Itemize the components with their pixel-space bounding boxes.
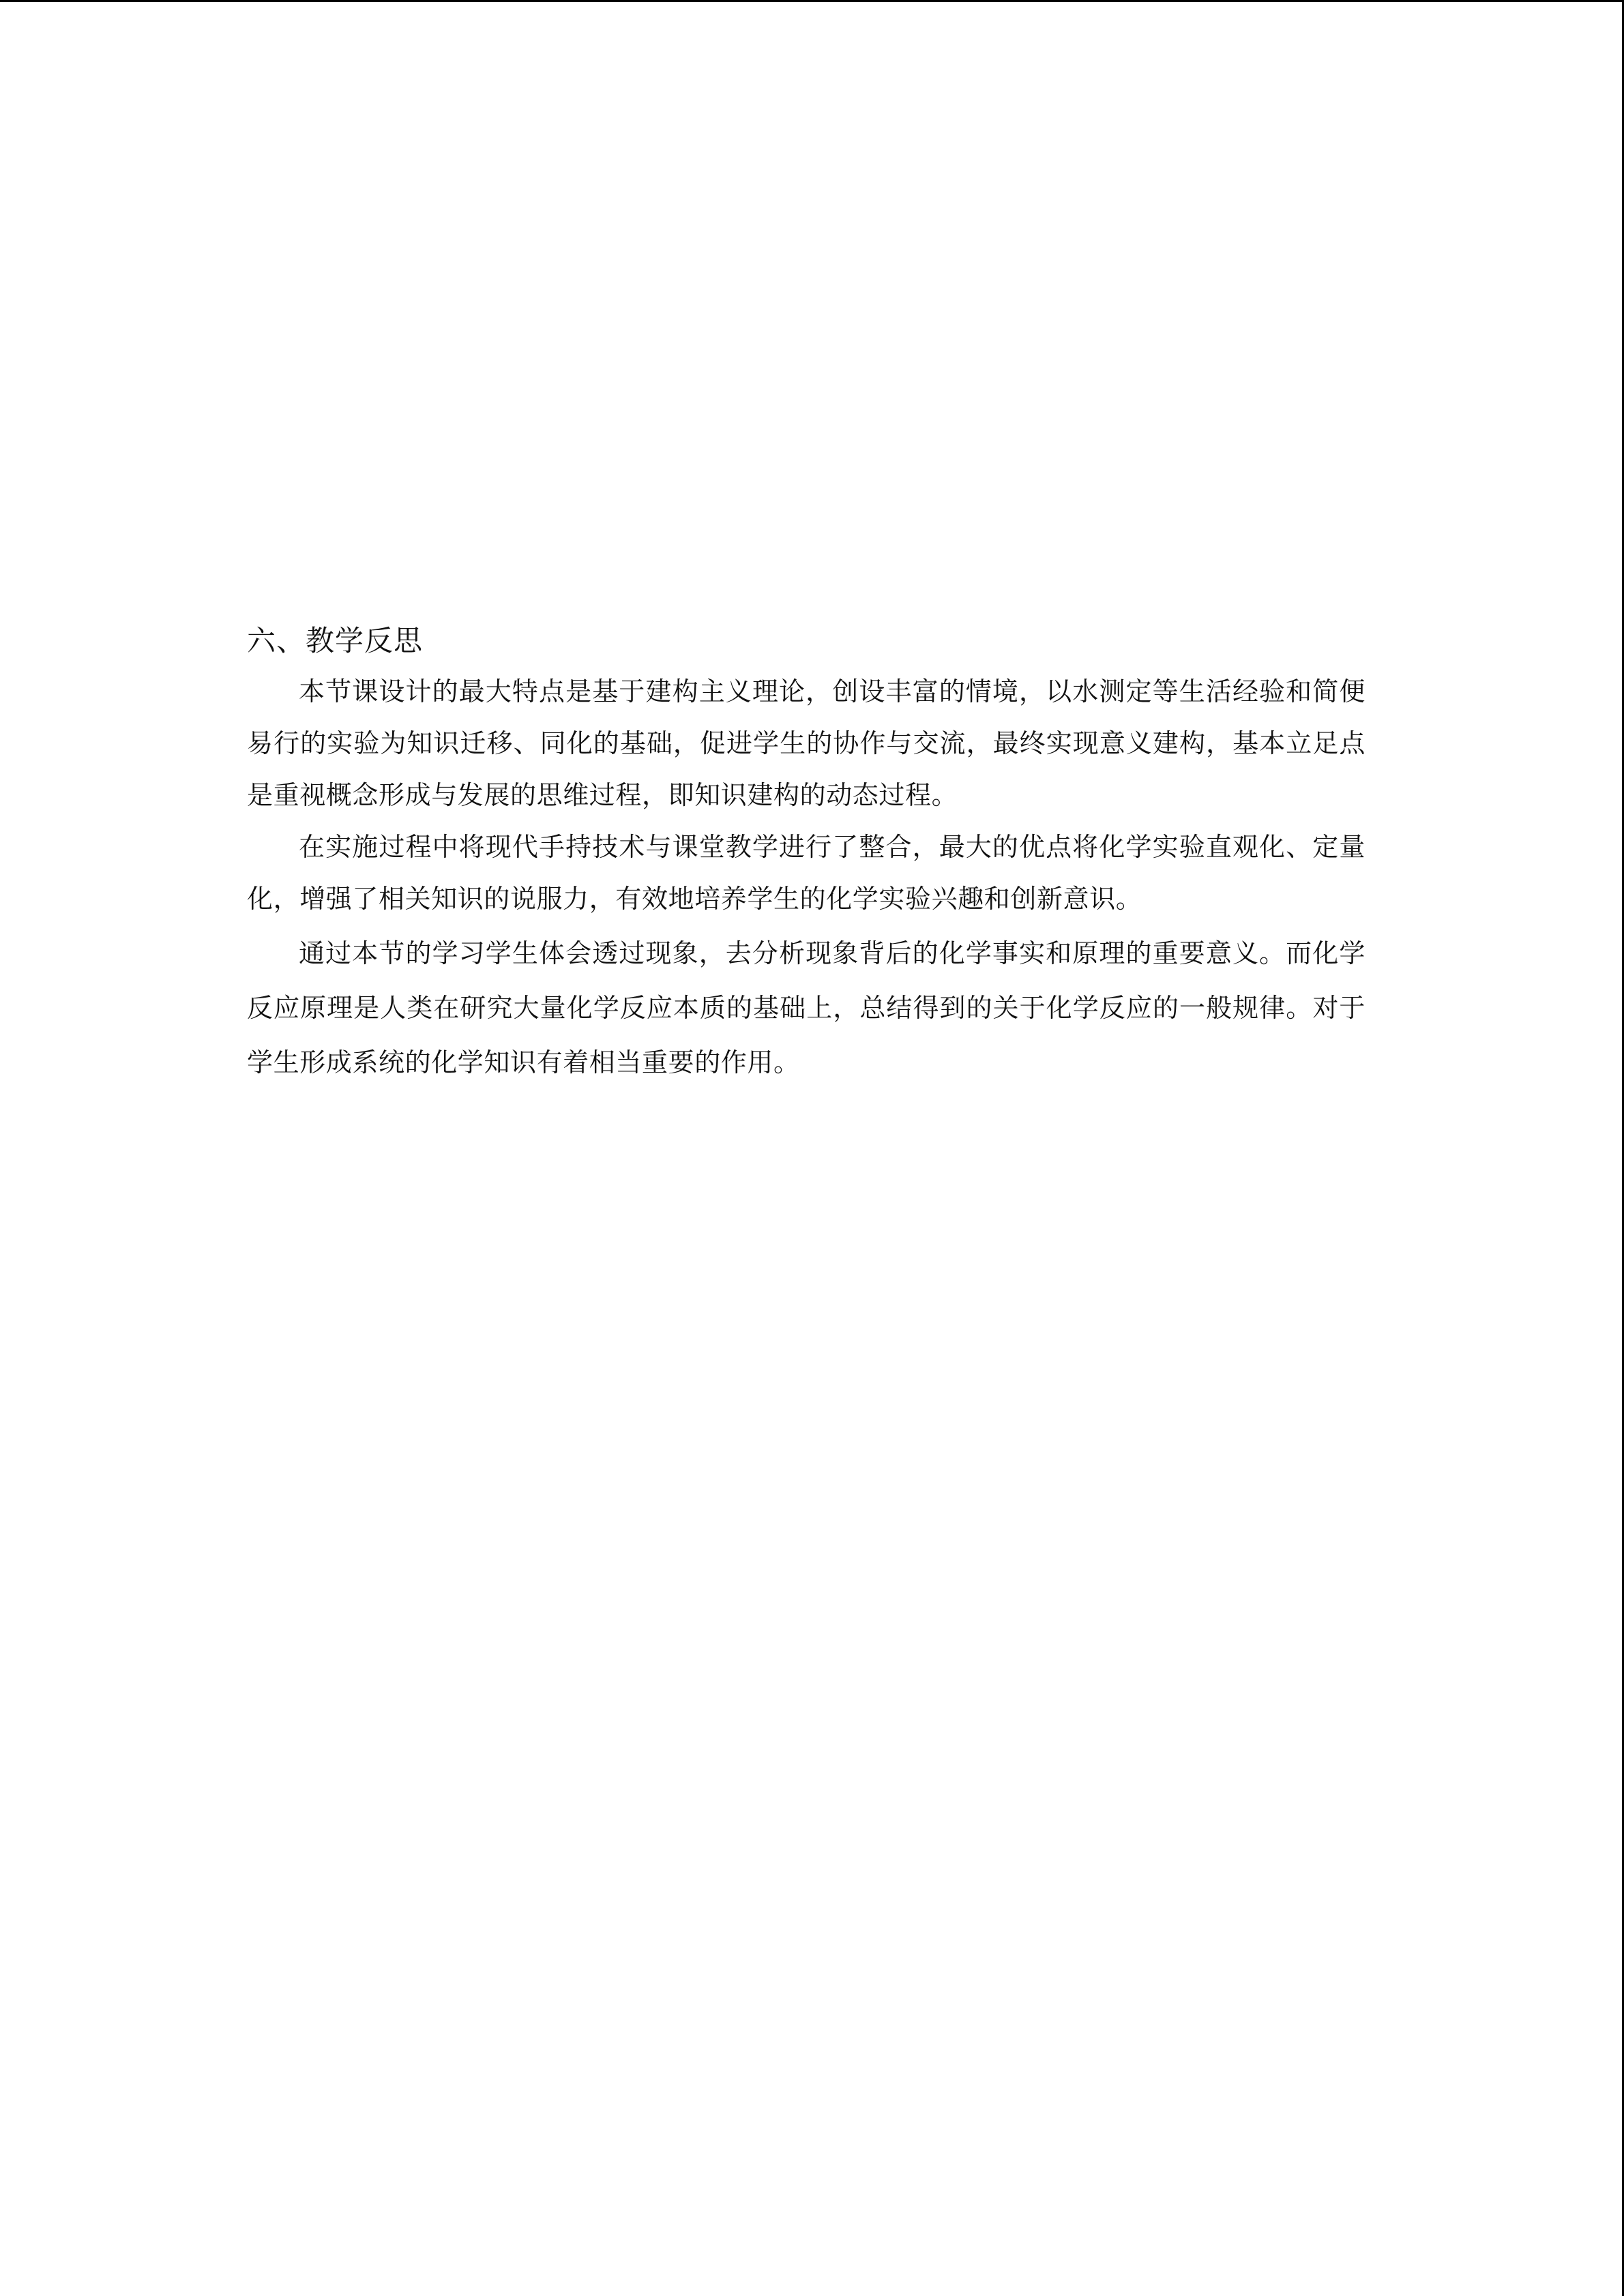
- page-top-border: [0, 0, 1624, 2]
- paragraph-design-features: 本节课设计的最大特点是基于建构主义理论，创设丰富的情境，以水测定等生活经验和简便易行的实验为知识迁移、同化的基础，促进学生的协作与交流，最终实现意义建构，基本立足点是重视概念形成与发展的思维过程，即知识建构的动态过程。: [247, 676, 1365, 810]
- paragraph-learning-significance: 通过本节的学习学生体会透过现象，去分析现象背后的化学事实和原理的重要意义。而化学反应原理是人类在研究大量化学反应本质的基础上，总结得到的关于化学反应的一般规律。对于学生形成系统的化学知识有着相当重要的作用。: [247, 938, 1365, 1077]
- paragraph-implementation: 在实施过程中将现代手持技术与课堂教学进行了整合，最大的优点将化学实验直观化、定量化，增强了相关知识的说服力，有效地培养学生的化学实验兴趣和创新意识。: [247, 832, 1365, 914]
- section-heading: 六、教学反思: [247, 624, 424, 657]
- document-content: [247, 619, 1365, 1090]
